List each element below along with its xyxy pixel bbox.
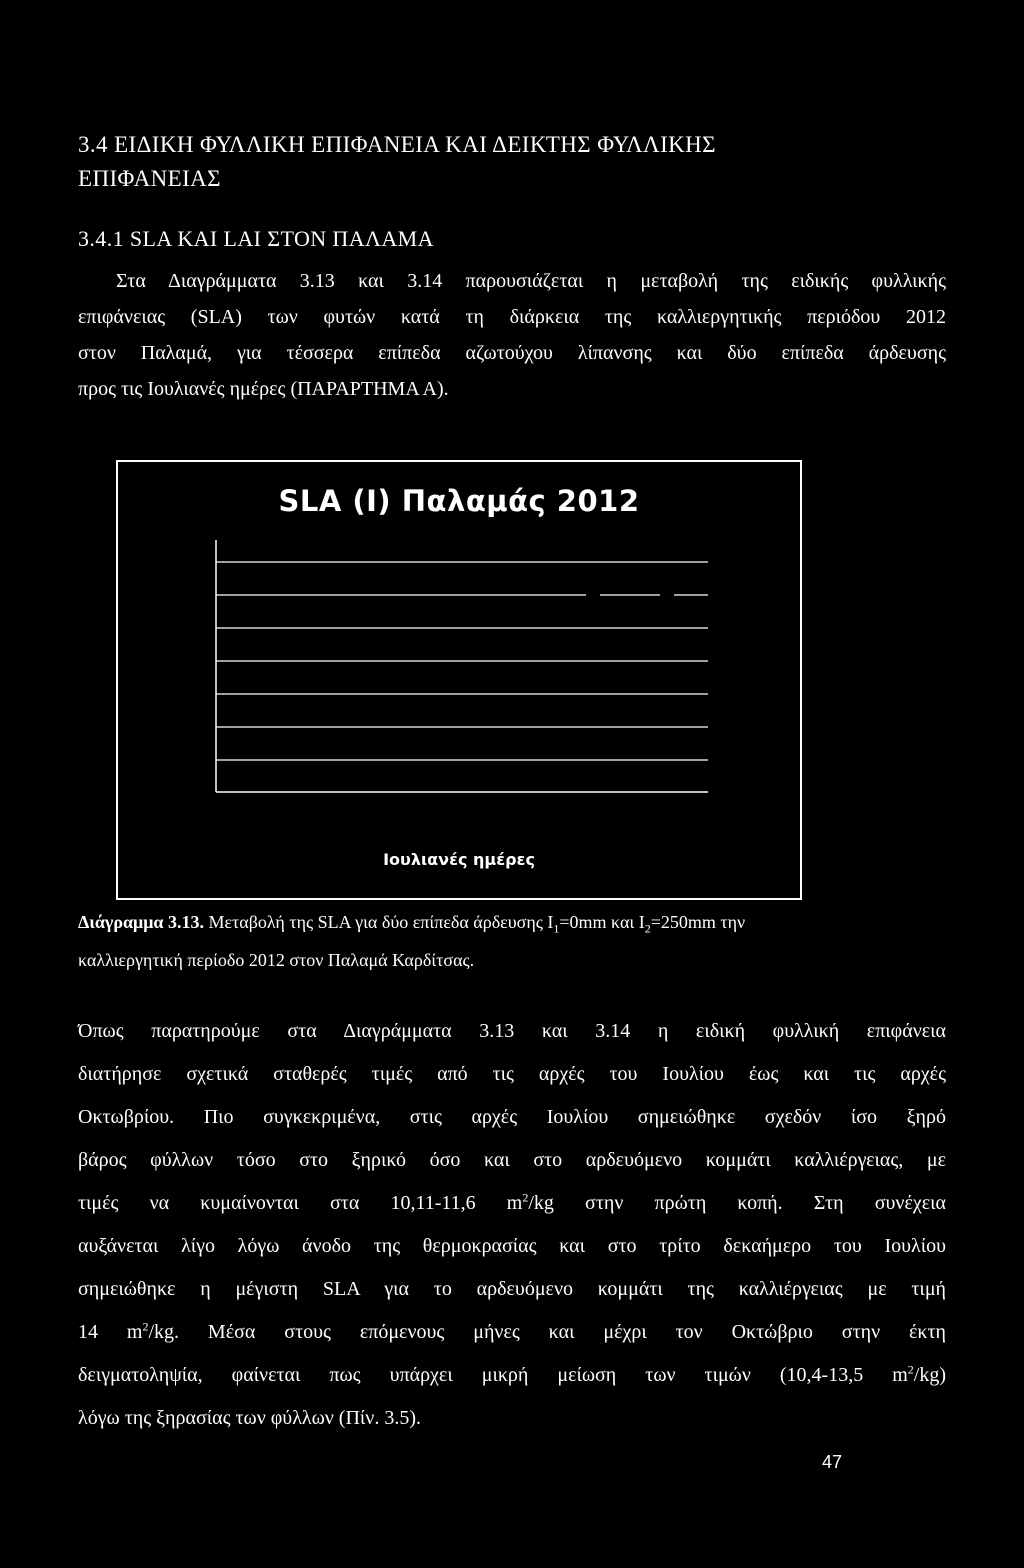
body-line — [78, 1364, 946, 1387]
caption-text: Μεταβολή της SLA για δύο επίπεδα άρδευσης I — [203, 912, 554, 932]
body-text: δειγματοληψία, φαίνεται πως υπάρχει μικρή μείωση των τιμών (10,4-13,5 m — [78, 1364, 908, 1386]
body-sup: 2 — [907, 1362, 914, 1377]
intro-line: στον Παλαμά, για τέσσερα επίπεδα αζωτούχου λίπανσης και δύο επίπεδα άρδευσης — [78, 342, 946, 364]
caption-line2: καλλιεργητική περίοδο 2012 στον Παλαμά Καρδίτσας. — [78, 950, 475, 970]
subsection-heading: 3.4.1 SLA ΚΑΙ LAI ΣΤΟΝ ΠΑΛΑΜΑ — [78, 226, 434, 251]
body-text: 14 m — [78, 1321, 143, 1343]
caption-sub: 1 — [553, 921, 560, 936]
page-number: 47 — [822, 1452, 843, 1472]
intro-line: Στα Διαγράμματα 3.13 και 3.14 παρουσιάζεται η μεταβολή της ειδικής φυλλικής — [116, 270, 946, 292]
body-sup: 2 — [522, 1190, 529, 1205]
chart-xlabel: Ιουλιανές ημέρες — [383, 850, 535, 869]
intro-line: επιφάνειας (SLA) των φυτών κατά τη διάρκεια της καλλιεργητικής περιόδου 2012 — [78, 306, 946, 328]
body-line: σημειώθηκε η μέγιστη SLA για το αρδευόμενο κομμάτι της καλλιέργειας με τιμή — [78, 1278, 946, 1300]
body-text: /kg) — [913, 1364, 946, 1386]
caption-text: =250mm την — [650, 912, 746, 932]
section-heading-line1: 3.4 ΕΙΔΙΚΗ ΦΥΛΛΙΚΗ ΕΠΙΦΑΝΕΙΑ ΚΑΙ ΔΕΙΚΤΗΣ ΦΥΛΛΙΚΗΣ — [78, 132, 716, 157]
body-line: αυξάνεται λίγο λόγω άνοδο της θερμοκρασίας και στο τρίτο δεκαήμερο του Ιουλίου — [78, 1235, 946, 1257]
body-line — [78, 1192, 946, 1215]
chart-frame — [116, 460, 802, 900]
body-sup: 2 — [142, 1319, 149, 1334]
intro-paragraph — [78, 270, 946, 410]
body-line: βάρος φύλλων τόσο στο ξηρικό όσο και στο αρδευόμενο κομμάτι καλλιέργειας, με — [78, 1149, 946, 1171]
section-heading-line2: ΕΠΙΦΑΝΕΙΑΣ — [78, 166, 221, 191]
chart-plot — [118, 462, 800, 898]
intro-line: προς τις Ιουλιανές ημέρες (ΠΑΡΑΡΤΗΜΑ Α). — [78, 378, 449, 400]
body-text: τιμές να κυμαίνονται στα 10,11-11,6 m — [78, 1192, 523, 1214]
body-line: λόγω της ξηρασίας των φύλλων (Πίν. 3.5). — [78, 1407, 421, 1429]
caption-text: =0mm και I — [559, 912, 645, 932]
body-line: Όπως παρατηρούμε στα Διαγράμματα 3.13 και 3.14 η ειδική φυλλική επιφάνεια — [78, 1020, 946, 1042]
caption-label: Διάγραμμα 3.13. — [78, 912, 204, 932]
body-line — [78, 1321, 946, 1344]
caption-sub: 2 — [644, 921, 651, 936]
body-line: Οκτωβρίου. Πιο συγκεκριμένα, στις αρχές Ιουλίου σημειώθηκε σχεδόν ίσο ξηρό — [78, 1106, 946, 1128]
body-line: διατήρησε σχετικά σταθερές τιμές από τις αρχές του Ιουλίου έως και τις αρχές — [78, 1063, 946, 1085]
body-text: /kg στην πρώτη κοπή. Στη συνέχεια — [528, 1192, 946, 1214]
chart-gridlines — [216, 540, 708, 792]
body-text: /kg. Μέσα στους επόμενους μήνες και μέχρι τον Οκτώβριο στην έκτη — [148, 1321, 946, 1343]
chart-title: SLA (I) Παλαμάς 2012 — [278, 484, 640, 518]
